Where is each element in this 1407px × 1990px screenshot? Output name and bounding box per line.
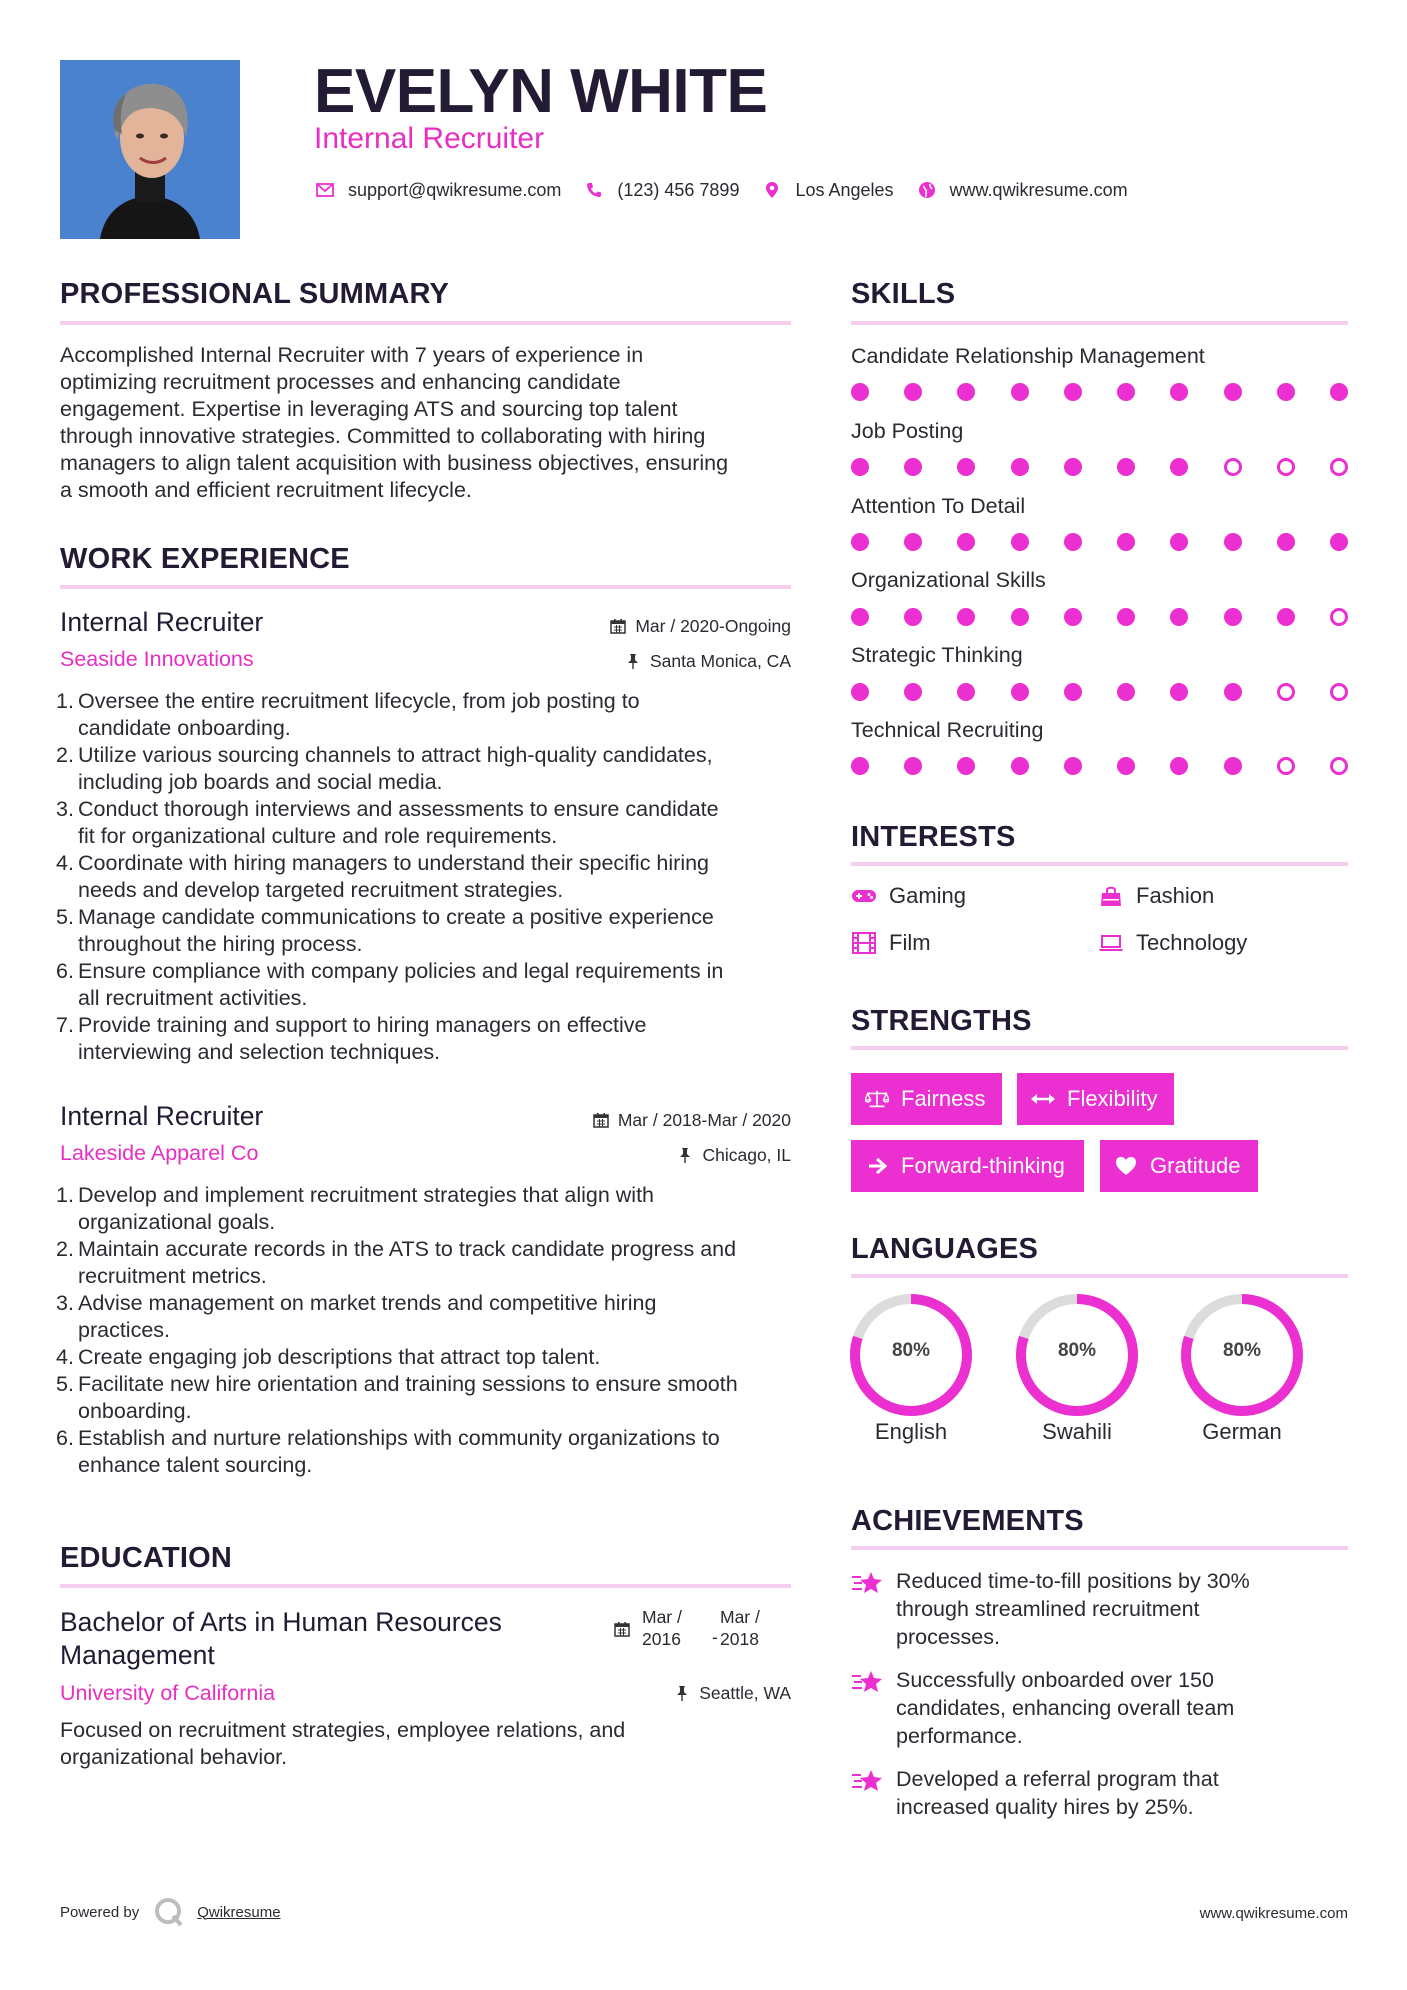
list-item: 6. Ensure compliance with company policies and legal requirements in all recruitment activities.	[56, 959, 724, 1010]
language-percent: 80%	[1057, 1340, 1097, 1361]
skill-name: Organizational Skills	[851, 568, 1046, 592]
language-percent: 80%	[1222, 1340, 1262, 1361]
skill-dot-empty	[1330, 458, 1348, 476]
skill-dot-filled	[1117, 383, 1135, 401]
language-name: English	[874, 1419, 948, 1444]
skill-dot-filled	[957, 458, 975, 476]
education-date-dash: -	[712, 1627, 718, 1647]
job-dates-text: Mar / 2018-Mar / 2020	[617, 1110, 791, 1130]
skill-dot-filled	[904, 383, 922, 401]
job-dates-row	[60, 1108, 791, 1136]
contact-bar	[314, 176, 1150, 204]
job-bullets	[56, 1182, 805, 1479]
skill-dot-empty	[1330, 683, 1348, 701]
skill-dot-filled	[1011, 533, 1029, 551]
interests-heading: INTERESTS	[851, 821, 1016, 853]
heart-icon	[1114, 1155, 1138, 1177]
job-location-row	[60, 1143, 791, 1171]
envelope-icon	[314, 179, 336, 201]
interest-item: Gaming	[851, 882, 966, 910]
skill-dot-filled	[1117, 458, 1135, 476]
job-company: Seaside Innovations	[60, 647, 254, 671]
skill-dot-filled	[1170, 757, 1188, 775]
skill-dot-empty	[1277, 458, 1295, 476]
skill-dot-filled	[1011, 383, 1029, 401]
skill-dot-filled	[957, 683, 975, 701]
skill-name: Job Posting	[851, 419, 964, 443]
skill-name: Strategic Thinking	[851, 643, 1023, 667]
language-name: German	[1202, 1419, 1282, 1444]
job-location-text: Santa Monica, CA	[649, 651, 791, 671]
skill-dot-filled	[904, 757, 922, 775]
job-dates	[609, 614, 791, 638]
skill-dot-filled	[1277, 533, 1295, 551]
work-divider	[60, 585, 791, 589]
job-dates	[592, 1108, 791, 1132]
skills-heading: SKILLS	[851, 278, 956, 310]
summary-line: engagement. Expertise in leveraging ATS and sourcing top talent	[60, 397, 678, 421]
list-item: 5. Facilitate new hire orientation and training sessions to ensure smooth onboarding.	[56, 1372, 738, 1423]
strength-tag: Forward-thinking	[851, 1140, 1084, 1192]
qwikresume-link[interactable]: Qwikresume	[197, 1903, 281, 1921]
globe-icon	[916, 179, 938, 201]
skill-dot-filled	[1064, 757, 1082, 775]
language-item	[1015, 1293, 1139, 1444]
skill-dot-filled	[957, 383, 975, 401]
skill-dot-empty	[1224, 458, 1242, 476]
skill-rating	[851, 531, 1348, 551]
skill-dot-filled	[1224, 757, 1242, 775]
job-dates-row	[60, 614, 791, 642]
location-text: Los Angeles	[795, 180, 894, 200]
strength-tag: Gratitude	[1100, 1140, 1258, 1192]
summary-line: optimizing recruitment processes and enhancing candidate	[60, 370, 621, 394]
footer-website[interactable]: www.qwikresume.com	[1199, 1905, 1348, 1922]
language-item	[1180, 1293, 1304, 1444]
skill-rating	[851, 755, 1348, 775]
skills-divider	[851, 321, 1348, 325]
skill-dot-filled	[1330, 383, 1348, 401]
gamepad-icon	[851, 885, 877, 907]
skill-dot-filled	[1011, 683, 1029, 701]
skill-dot-filled	[1064, 683, 1082, 701]
pushpin-icon	[673, 1684, 691, 1702]
interest-item: Technology	[1098, 929, 1247, 957]
school-name: University of California	[60, 1681, 276, 1705]
job-bullets	[56, 688, 805, 1066]
pushpin-icon	[624, 652, 642, 670]
calendar-icon	[609, 617, 627, 635]
list-item: 3. Conduct thorough interviews and assessments to ensure candidate fit for organizational culture and role requirements.	[56, 797, 719, 848]
shooting-star-icon	[851, 1767, 883, 1795]
education-divider	[60, 1584, 791, 1588]
education-location-text: Seattle, WA	[699, 1683, 791, 1703]
skill-dot-filled	[1170, 608, 1188, 626]
languages-heading: LANGUAGES	[851, 1233, 1039, 1265]
skill-dot-empty	[1277, 683, 1295, 701]
summary-line: through innovative strategies. Committed to collaborating with hiring	[60, 424, 706, 448]
skill-dot-filled	[1224, 533, 1242, 551]
balance-scale-icon	[865, 1088, 889, 1110]
shopping-bag-icon	[1098, 885, 1124, 907]
arrows-horizontal-icon	[1031, 1088, 1055, 1110]
interests-divider	[851, 862, 1348, 866]
candidate-role: Internal Recruiter	[314, 122, 545, 155]
work-heading: WORK EXPERIENCE	[60, 543, 350, 575]
skill-dot-filled	[904, 608, 922, 626]
skill-dot-filled	[851, 683, 869, 701]
job-dates-text: Mar / 2020-Ongoing	[635, 616, 791, 636]
skill-dot-filled	[1117, 533, 1135, 551]
skill-dot-filled	[1277, 383, 1295, 401]
calendar-icon	[614, 1620, 632, 1638]
contact-website[interactable]	[916, 176, 1128, 204]
achievement-text: Reduced time-to-fill positions by 30% through streamlined recruitment processes.	[896, 1569, 1250, 1649]
skill-dot-filled	[904, 458, 922, 476]
skill-name: Attention To Detail	[851, 494, 1026, 518]
contact-location	[761, 176, 893, 204]
summary-text	[60, 342, 800, 504]
achievement-item	[851, 1567, 1331, 1657]
list-item: 5. Manage candidate communications to create a positive experience throughout the hiring process.	[56, 905, 714, 956]
arrow-right-icon	[865, 1155, 889, 1177]
skill-dot-filled	[1011, 458, 1029, 476]
achievements-divider	[851, 1546, 1348, 1550]
skill-name: Candidate Relationship Management	[851, 344, 1205, 368]
skill-rating	[851, 606, 1348, 626]
list-item: 4. Create engaging job descriptions that attract top talent.	[56, 1345, 601, 1369]
skill-dot-filled	[1224, 383, 1242, 401]
skill-rating	[851, 381, 1348, 401]
summary-heading: PROFESSIONAL SUMMARY	[60, 278, 450, 310]
contact-phone[interactable]	[583, 176, 739, 204]
list-item: 3. Advise management on market trends and competitive hiring practices.	[56, 1291, 657, 1342]
languages-divider	[851, 1274, 1348, 1278]
achievement-text: Successfully onboarded over 150 candidates, enhancing overall team performance.	[896, 1668, 1235, 1748]
skill-dot-filled	[957, 757, 975, 775]
interest-item: Film	[851, 929, 931, 957]
achievements-heading: ACHIEVEMENTS	[851, 1505, 1084, 1537]
job-company: Lakeside Apparel Co	[60, 1141, 259, 1165]
map-pin-icon	[761, 179, 783, 201]
job-location-text: Chicago, IL	[702, 1145, 791, 1165]
summary-divider	[60, 321, 791, 325]
qwikresume-logo-icon	[153, 1896, 185, 1928]
skill-dot-empty	[1277, 757, 1295, 775]
summary-line: Accomplished Internal Recruiter with 7 years of experience in	[60, 343, 644, 367]
skill-dot-empty	[1330, 608, 1348, 626]
skill-dot-filled	[1117, 683, 1135, 701]
phone-text: (123) 456 7899	[617, 180, 740, 200]
list-item: 6. Establish and nurture relationships with community organizations to enhance talent sourcing.	[56, 1426, 720, 1477]
skill-dot-filled	[1170, 683, 1188, 701]
skill-dot-filled	[1224, 608, 1242, 626]
education-heading: EDUCATION	[60, 1542, 233, 1574]
language-name: Swahili	[1042, 1419, 1112, 1444]
skill-dot-filled	[1277, 608, 1295, 626]
powered-by-text: Powered by	[60, 1903, 140, 1921]
list-item: 7. Provide training and support to hiring managers on effective interviewing and selection techniques.	[56, 1013, 647, 1064]
list-item: 1. Oversee the entire recruitment lifecycle, from job posting to candidate onboarding.	[56, 689, 640, 740]
strengths-divider	[851, 1046, 1348, 1050]
skill-dot-filled	[1170, 383, 1188, 401]
job-title: Internal Recruiter	[60, 1101, 264, 1131]
skill-dot-filled	[1330, 533, 1348, 551]
skill-dot-filled	[1117, 757, 1135, 775]
education-description: Focused on recruitment strategies, employee relations, and organizational behavior.	[60, 1718, 626, 1769]
education-start: Mar / 2016	[642, 1607, 682, 1649]
skill-dot-filled	[1064, 458, 1082, 476]
skill-dot-filled	[1011, 608, 1029, 626]
language-item	[849, 1293, 973, 1444]
pushpin-icon	[676, 1146, 694, 1164]
achievement-text: Developed a referral program that increased quality hires by 25%.	[896, 1767, 1219, 1819]
skill-dot-filled	[904, 533, 922, 551]
language-percent: 80%	[891, 1340, 931, 1361]
shooting-star-icon	[851, 1668, 883, 1696]
skill-name: Technical Recruiting	[851, 718, 1044, 742]
skill-dot-empty	[1330, 757, 1348, 775]
footer-branding	[60, 1896, 281, 1928]
skill-rating	[851, 681, 1348, 701]
skill-dot-filled	[851, 458, 869, 476]
shooting-star-icon	[851, 1569, 883, 1597]
education-dates	[614, 1606, 794, 1656]
skill-dot-filled	[851, 533, 869, 551]
list-item: 4. Coordinate with hiring managers to understand their specific hiring needs and develop targeted recruitment strategies.	[56, 851, 710, 902]
job-location-row	[60, 649, 791, 677]
summary-line: a smooth and efficient recruitment lifecycle.	[60, 478, 472, 502]
skill-dot-filled	[904, 683, 922, 701]
job-location	[676, 1143, 791, 1167]
candidate-name: EVELYN WHITE	[314, 57, 768, 126]
skill-dot-filled	[1224, 683, 1242, 701]
interest-item: Fashion	[1098, 882, 1214, 910]
skill-rating	[851, 456, 1348, 476]
skill-dot-filled	[851, 608, 869, 626]
skill-dot-filled	[1011, 757, 1029, 775]
skill-dot-filled	[957, 608, 975, 626]
laptop-icon	[1098, 932, 1124, 954]
skill-dot-filled	[1117, 608, 1135, 626]
skill-dot-filled	[1064, 608, 1082, 626]
summary-line: managers to align talent acquisition with business objectives, ensuring	[60, 451, 729, 475]
list-item: 1. Develop and implement recruitment strategies that align with organizational goals.	[56, 1183, 655, 1234]
education-end: Mar / 2018	[720, 1607, 760, 1649]
strengths-heading: STRENGTHS	[851, 1005, 1032, 1037]
achievement-item	[851, 1765, 1331, 1825]
skill-dot-filled	[957, 533, 975, 551]
list-item: 2. Utilize various sourcing channels to attract high-quality candidates, including job boards and social media.	[56, 743, 713, 794]
calendar-icon	[592, 1111, 610, 1129]
contact-email[interactable]	[314, 176, 561, 204]
skill-dot-filled	[1170, 533, 1188, 551]
website-text: www.qwikresume.com	[949, 180, 1128, 200]
degree-title: Bachelor of Arts in Human Resources Management	[60, 1607, 502, 1670]
phone-icon	[583, 179, 605, 201]
strength-tag: Flexibility	[1017, 1073, 1174, 1125]
job-title: Internal Recruiter	[60, 607, 264, 637]
skill-dot-filled	[851, 383, 869, 401]
education-location-row	[60, 1681, 791, 1709]
job-location	[624, 649, 791, 673]
email-text: support@qwikresume.com	[348, 180, 562, 200]
skill-dot-filled	[1064, 383, 1082, 401]
education-location	[673, 1681, 791, 1705]
profile-photo	[60, 60, 240, 239]
film-icon	[851, 932, 877, 954]
skill-dot-filled	[1064, 533, 1082, 551]
list-item: 2. Maintain accurate records in the ATS to track candidate progress and recruitment metrics.	[56, 1237, 737, 1288]
skill-dot-filled	[851, 757, 869, 775]
strength-tag: Fairness	[851, 1073, 1002, 1125]
achievement-item	[851, 1666, 1331, 1756]
skill-dot-filled	[1170, 458, 1188, 476]
